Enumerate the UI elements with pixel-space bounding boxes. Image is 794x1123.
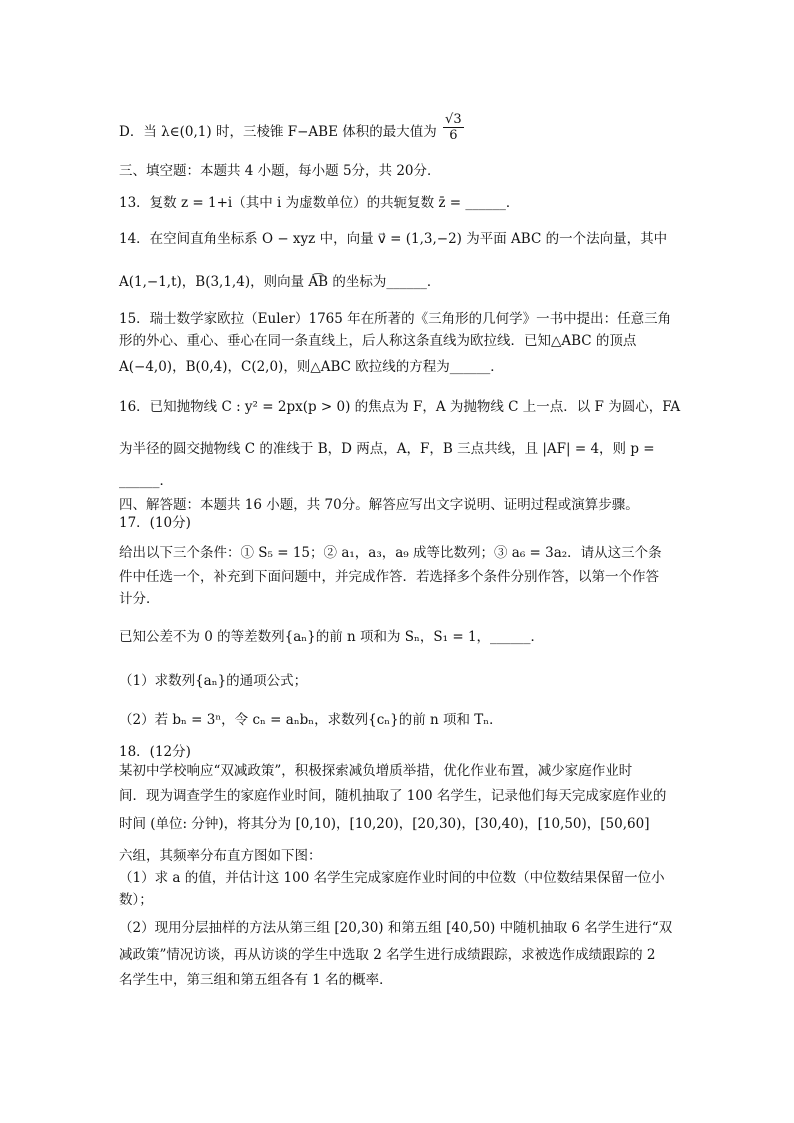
question-15-line-2: 形的外心、重心、垂心在同一条直线上，后人称这条直线为欧拉线．已知△ABC 的顶点 — [119, 333, 637, 349]
question-18-sub-2-line-3: 名学生中，第三组和第五组各有 1 名的概率． — [119, 972, 393, 988]
question-18-line-1: 某初中学校响应“双减政策”，积极探索减负增质举措，优化作业布置，减少家庭作业时 — [119, 763, 633, 779]
question-17-line-2: 件中任选一个，补充到下面问题中，并完成作答．若选择多个条件分别作答，以第一个作答 — [119, 569, 659, 585]
question-17-line-3: 计分． — [119, 591, 160, 607]
question-17-line-4: 已知公差不为 0 的等差数列{aₙ}的前 n 项和为 Sₙ，S₁ = 1，______． — [119, 629, 545, 645]
question-17-sub-2: （2）若 bₙ = 3ⁿ，令 cₙ = aₙbₙ，求数列{cₙ}的前 n 项和 Tₙ． — [119, 712, 503, 728]
question-17-sub-1: （1）求数列{aₙ}的通项公式； — [119, 673, 308, 689]
section-3-header: 三、填空题：本题共 4 小题，每小题 5分，共 20分． — [119, 163, 441, 179]
question-17-title: 17．(10分) — [119, 515, 191, 531]
question-18-title: 18．(12分) — [119, 744, 191, 760]
section-4-header: 四、解答题：本题共 16 小题，共 70分。解答应写出文字说明、证明过程或演算步骤。 — [119, 497, 639, 513]
question-18-sub-1-line-2: 数）； — [119, 892, 153, 908]
question-18-line-3: 时间 (单位: 分钟)，将其分为 [0,10)，[10,20)，[20,30)，[30,40)，[10,50)，[50,60] — [119, 816, 650, 832]
question-16-line-1: 16．已知抛物线 C : y² = 2px(p > 0) 的焦点为 F，A 为抛物线 C 上一点．以 F 为圆心，FA — [119, 399, 681, 415]
question-16-line-2: 为半径的圆交抛物线 C 的准线于 B，D 两点，A，F，B 三点共线，且 |AF| = 4，则 p = — [119, 441, 655, 457]
question-18-sub-1-line-1: （1）求 a 的值，并估计这 100 名学生完成家庭作业时间的中位数（中位数结果保留一位小 — [119, 870, 665, 886]
option-d — [119, 112, 679, 143]
question-14-line-1: 14．在空间直角坐标系 O − xyz 中，向量 v⃗ = (1,3,−2) 为平面 ABC 的一个法向量，其中 — [119, 231, 668, 247]
option-d-fraction — [443, 112, 464, 143]
question-13: 13．复数 z = 1+i（其中 i 为虚数单位）的共轭复数 z̄ = ______． — [119, 195, 520, 211]
question-14-line-2: A(1,−1,t)，B(3,1,4)，则向量 A͡B 的坐标为______． — [119, 274, 441, 290]
question-15-line-1: 15．瑞士数学家欧拉（Euler）1765 年在所著的《三角形的几何学》一书中提出：任意三角 — [119, 311, 672, 327]
question-17-line-1: 给出以下三个条件：① S₅ = 15；② a₁，a₃，a₉ 成等比数列；③ a₆ = 3a₂．请从这三个条 — [119, 545, 662, 561]
question-18-sub-2-line-2: 减政策”情况访谈，再从访谈的学生中选取 2 名学生进行成绩跟踪，求被选作成绩跟踪的 2 — [119, 947, 656, 963]
option-d-text: D．当 λ∈(0,1) 时，三棱锥 F−ABE 体积的最大值为 — [119, 124, 437, 140]
question-18-line-4: 六组，其频率分布直方图如下图： — [119, 848, 322, 864]
fraction-numerator: √3 — [445, 112, 462, 127]
fraction-denominator: 6 — [449, 128, 458, 143]
question-18-sub-2-line-1: （2）现用分层抽样的方法从第三组 [20,30) 和第五组 [40,50) 中随机抽取 6 名学生进行“双 — [119, 920, 673, 936]
question-15-line-3: A(−4,0)，B(0,4)，C(2,0)，则△ABC 欧拉线的方程为______． — [119, 359, 504, 375]
question-16-line-3: ______． — [119, 473, 173, 489]
question-18-line-2: 间．现为调查学生的家庭作业时间，随机抽取了 100 名学生，记录他们每天完成家庭作业的 — [119, 788, 667, 804]
